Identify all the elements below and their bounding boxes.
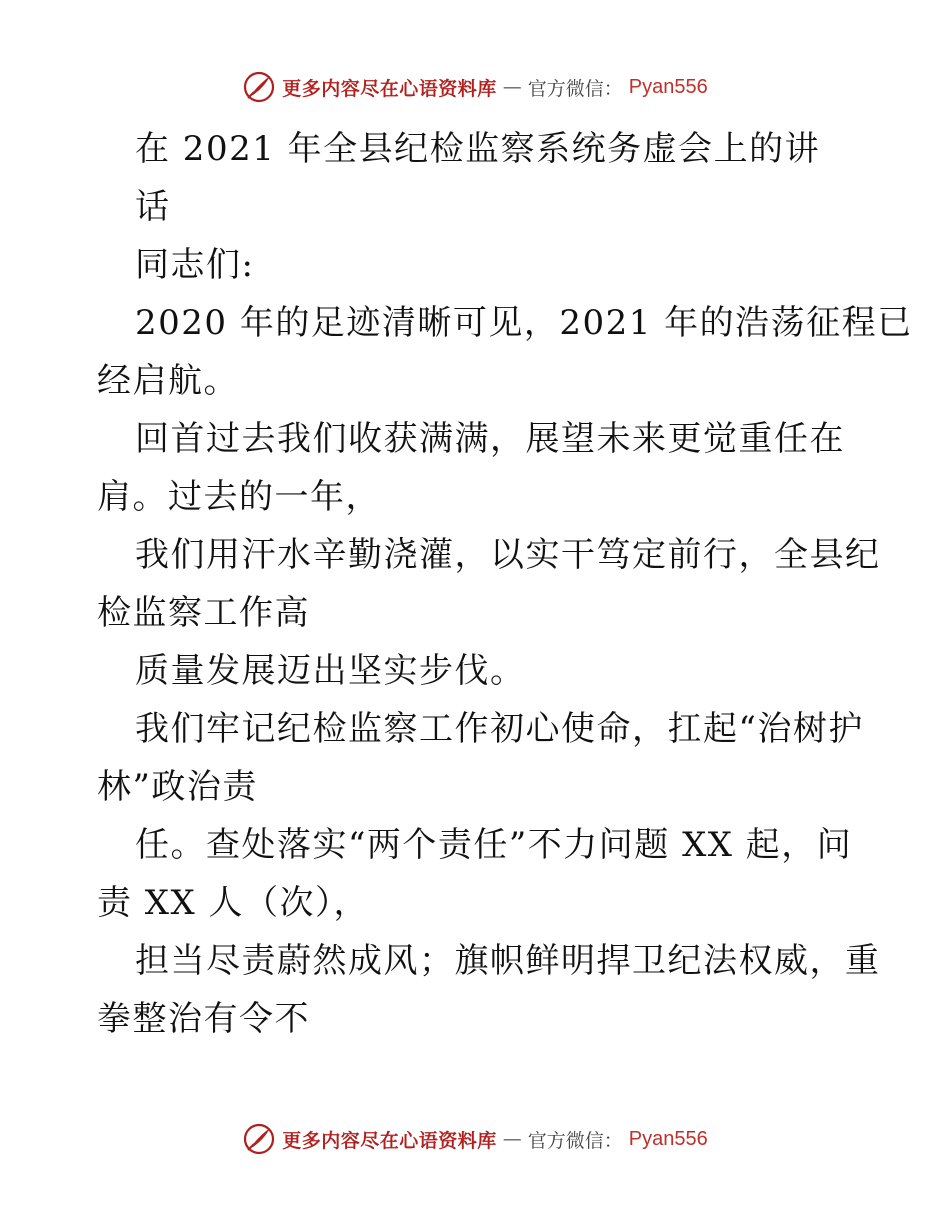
header-watermark [0,70,950,104]
paragraph-line: 我们用汗水辛勤浇灌，以实干笃定前行，全县纪 [135,535,881,575]
paragraph-line: 担当尽责蔚然成风；旗帜鲜明捍卫纪法权威，重 [135,941,881,981]
watermark-separator: — [502,76,522,98]
paragraph-line: 回首过去我们收获满满，展望未来更觉重任在 [135,419,845,459]
quill-logo-icon [242,70,276,104]
paragraph-line: 责 XX 人（次）， [97,883,370,923]
paragraph-line: 2020 年的足迹清晰可见，2021 年的浩荡征程已 [135,303,913,343]
footer-watermark [0,1122,950,1156]
paragraph-line: 拳整治有令不 [97,999,310,1039]
watermark-wechat-label: 官方微信： [527,77,623,100]
title-line-1: 在 2021 年全县纪检监察系统务虚会上的讲 [135,129,821,169]
watermark-site-text: 更多内容尽在心语资料库 [282,77,497,100]
paragraph-line: 质量发展迈出坚实步伐。 [135,651,526,691]
paragraph-line: 经启航。 [97,361,239,401]
salutation: 同志们: [135,245,255,285]
paragraph-line: 林”政治责 [97,767,258,807]
title-line-2: 话 [135,187,171,227]
paragraph-line: 检监察工作高 [97,593,310,633]
watermark-wechat-label: 官方微信： [527,1129,623,1152]
paragraph-line: 任。查处落实“两个责任”不力问题 XX 起，问 [135,825,853,865]
watermark-site-text: 更多内容尽在心语资料库 [282,1129,497,1152]
watermark-wechat-id: Pyan556 [628,75,708,98]
quill-logo-icon [242,1122,276,1156]
document-body [97,120,913,1048]
paragraph-line: 肩。过去的一年， [97,477,381,517]
watermark-wechat-id: Pyan556 [628,1127,708,1150]
paragraph-line: 我们牢记纪检监察工作初心使命，扛起“治树护 [135,709,864,749]
watermark-separator: — [502,1128,522,1150]
